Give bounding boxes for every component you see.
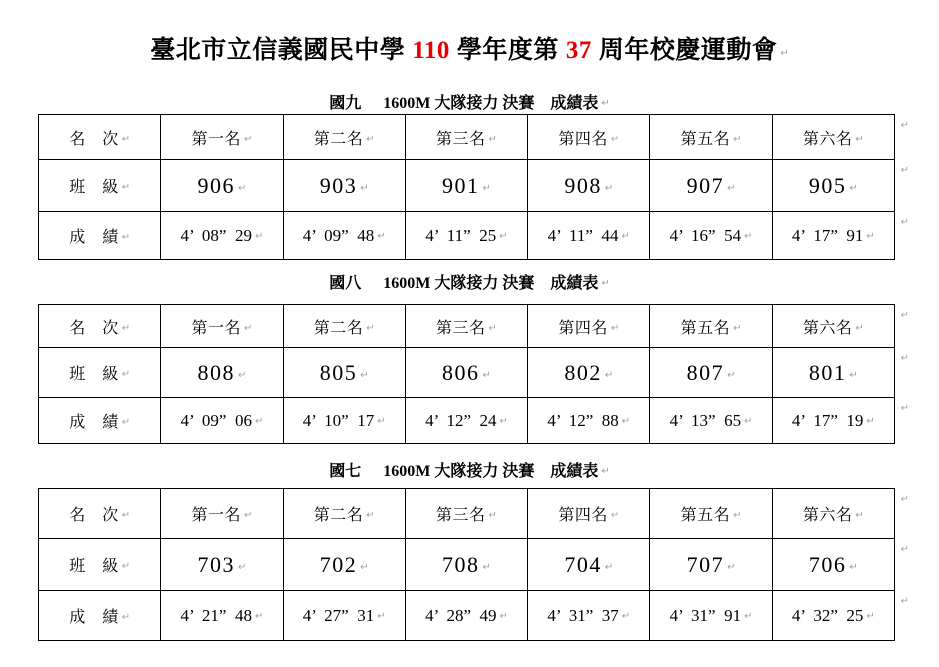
- paragraph-mark-icon: ↵: [727, 369, 736, 381]
- rank-header-cell: [283, 489, 405, 539]
- grade-label: 國七: [329, 463, 362, 480]
- paragraph-mark-icon: ↵: [866, 415, 875, 427]
- cell-text: 808: [197, 359, 235, 385]
- cell-text: 名 次: [69, 319, 119, 337]
- paragraph-mark-icon: ↵: [855, 133, 864, 145]
- cell-text: 第六名: [802, 130, 853, 148]
- event-label: 1600M 大隊接力 決賽 成績表: [383, 95, 599, 112]
- cell-text: 第五名: [680, 319, 731, 337]
- cell-text: 班 級: [69, 179, 119, 196]
- paragraph-mark-icon: ↵: [727, 182, 736, 194]
- grade-label: 國八: [329, 275, 362, 292]
- cell-text: 4’ 28” 49: [425, 605, 497, 625]
- cell-text: 4’ 11” 25: [425, 225, 497, 245]
- rank-header-cell: [528, 305, 650, 348]
- row-end-mark-icon: ↵: [900, 494, 909, 505]
- paragraph-mark-icon: ↵: [377, 415, 386, 427]
- paragraph-mark-icon: ↵: [254, 230, 264, 242]
- section-title-grade9: [0, 90, 939, 113]
- title-text-school: 臺北市立信義國民中學: [150, 37, 406, 64]
- paragraph-mark-icon: ↵: [621, 415, 631, 427]
- cell-text: 第三名: [436, 130, 486, 148]
- row-end-mark-icon: ↵: [900, 544, 909, 555]
- cell-text: 第四名: [558, 319, 608, 337]
- class-number-cell: [650, 160, 772, 212]
- row-end-mark-icon: ↵: [900, 596, 909, 607]
- result-time-cell: [772, 591, 909, 641]
- table-row: [39, 489, 895, 539]
- cell-text: 第二名: [313, 319, 364, 337]
- paragraph-mark-icon: ↵: [499, 230, 508, 242]
- cell-text: 801: [808, 359, 847, 385]
- cell-text: 第二名: [313, 130, 364, 148]
- paragraph-mark-icon: ↵: [601, 98, 610, 109]
- paragraph-mark-icon: ↵: [121, 369, 131, 380]
- rank-header-cell: [161, 115, 283, 160]
- paragraph-mark-icon: ↵: [488, 133, 497, 145]
- cell-text: 4’ 16” 54: [669, 225, 742, 245]
- cell-text: 4’ 32” 25: [791, 605, 864, 625]
- paragraph-mark-icon: ↵: [855, 322, 864, 334]
- column-label-cell: [39, 305, 161, 348]
- paragraph-mark-icon: ↵: [121, 322, 131, 334]
- result-time-cell: [650, 591, 772, 641]
- cell-text: 第六名: [802, 507, 853, 524]
- class-number-cell: [528, 348, 650, 398]
- rank-header-cell: [772, 305, 909, 348]
- paragraph-mark-icon: ↵: [121, 417, 131, 428]
- row-label-cell: [39, 160, 161, 212]
- rank-header-cell: [650, 305, 772, 348]
- paragraph-mark-icon: ↵: [243, 133, 253, 145]
- anniversary-number: 37: [565, 37, 592, 64]
- class-number-cell: [528, 539, 650, 591]
- paragraph-mark-icon: ↵: [621, 230, 630, 242]
- result-time-cell: [772, 398, 909, 444]
- class-number-cell: [161, 160, 283, 212]
- class-number-cell: [772, 348, 909, 398]
- paragraph-mark-icon: ↵: [744, 415, 753, 427]
- paragraph-mark-icon: ↵: [121, 612, 131, 623]
- paragraph-mark-icon: ↵: [610, 322, 620, 334]
- table-row: [39, 115, 895, 160]
- paragraph-mark-icon: ↵: [849, 369, 858, 381]
- paragraph-mark-icon: ↵: [482, 369, 491, 381]
- row-end-mark-icon: ↵: [900, 165, 909, 176]
- paragraph-mark-icon: ↵: [604, 182, 614, 194]
- cell-text: 成 績: [69, 609, 119, 626]
- cell-text: 4’ 27” 31: [302, 605, 375, 625]
- cell-text: 706: [808, 551, 847, 577]
- paragraph-mark-icon: ↵: [866, 230, 875, 242]
- cell-text: 4’ 08” 29: [180, 225, 252, 245]
- event-label: 1600M 大隊接力 決賽 成績表: [383, 275, 599, 292]
- paragraph-mark-icon: ↵: [237, 182, 247, 194]
- paragraph-mark-icon: ↵: [727, 561, 736, 573]
- class-number-cell: [650, 539, 772, 591]
- cell-text: 908: [564, 172, 602, 198]
- cell-text: 第一名: [191, 319, 241, 337]
- paragraph-mark-icon: ↵: [499, 610, 508, 622]
- cell-text: 4’ 31” 91: [669, 605, 742, 625]
- paragraph-mark-icon: ↵: [243, 510, 253, 521]
- paragraph-mark-icon: ↵: [360, 561, 369, 573]
- paragraph-mark-icon: ↵: [621, 610, 631, 622]
- table-row: [39, 398, 895, 444]
- result-time-cell: [161, 591, 283, 641]
- row-end-mark-icon: ↵: [900, 310, 909, 321]
- cell-text: 805: [319, 359, 358, 385]
- cell-text: 702: [319, 551, 358, 577]
- cell-text: 906: [197, 172, 235, 198]
- cell-text: 成 績: [69, 229, 119, 246]
- paragraph-mark-icon: ↵: [744, 230, 753, 242]
- results-table-grade9: [38, 114, 909, 260]
- paragraph-mark-icon: ↵: [366, 510, 375, 521]
- event-label: 1600M 大隊接力 決賽 成績表: [383, 463, 599, 480]
- paragraph-mark-icon: ↵: [377, 610, 386, 622]
- rank-header-cell: [650, 115, 772, 160]
- cell-text: 第四名: [558, 130, 608, 148]
- cell-text: 703: [197, 551, 235, 577]
- class-number-cell: [405, 539, 527, 591]
- table-row: [39, 305, 895, 348]
- paragraph-mark-icon: ↵: [849, 182, 858, 194]
- result-time-cell: [650, 398, 772, 444]
- class-number-cell: [283, 348, 405, 398]
- cell-text: 第六名: [802, 319, 853, 337]
- paragraph-mark-icon: ↵: [604, 561, 614, 573]
- results-table-grade8: [38, 304, 909, 444]
- paragraph-mark-icon: ↵: [121, 182, 131, 193]
- cell-text: 成 績: [69, 414, 119, 431]
- cell-text: 名 次: [69, 130, 119, 148]
- table-row: [39, 160, 895, 212]
- class-number-cell: [650, 348, 772, 398]
- paragraph-mark-icon: ↵: [121, 561, 131, 572]
- result-time-cell: [283, 212, 405, 260]
- paragraph-mark-icon: ↵: [243, 322, 253, 334]
- row-label-cell: [39, 212, 161, 260]
- paragraph-mark-icon: ↵: [499, 415, 508, 427]
- title-text-suffix: 周年校慶運動會: [598, 37, 778, 64]
- paragraph-mark-icon: ↵: [121, 133, 131, 145]
- paragraph-mark-icon: ↵: [366, 133, 375, 145]
- document-title: [0, 30, 939, 66]
- cell-text: 802: [564, 359, 602, 385]
- paragraph-mark-icon: ↵: [780, 48, 789, 59]
- class-number-cell: [772, 160, 909, 212]
- rank-header-cell: [405, 115, 527, 160]
- cell-text: 4’ 09” 48: [302, 225, 375, 245]
- rank-header-cell: [650, 489, 772, 539]
- row-end-mark-icon: ↵: [900, 353, 909, 364]
- cell-text: 名 次: [69, 507, 119, 524]
- paragraph-mark-icon: ↵: [482, 561, 491, 573]
- title-text-mid: 學年度第: [456, 37, 559, 64]
- class-number-cell: [405, 160, 527, 212]
- result-time-cell: [161, 398, 283, 444]
- rank-header-cell: [405, 305, 527, 348]
- class-number-cell: [772, 539, 909, 591]
- cell-text: 第五名: [680, 507, 731, 524]
- paragraph-mark-icon: ↵: [610, 133, 620, 145]
- column-label-cell: [39, 489, 161, 539]
- paragraph-mark-icon: ↵: [601, 278, 610, 289]
- cell-text: 第四名: [558, 507, 608, 524]
- cell-text: 903: [319, 172, 358, 198]
- cell-text: 707: [686, 551, 725, 577]
- result-time-cell: [405, 591, 527, 641]
- cell-text: 4’ 11” 44: [547, 225, 619, 245]
- result-time-cell: [283, 398, 405, 444]
- class-number-cell: [528, 160, 650, 212]
- paragraph-mark-icon: ↵: [610, 510, 620, 521]
- results-table-grade7: [38, 488, 909, 641]
- cell-text: 4’ 10” 17: [302, 410, 375, 430]
- rank-header-cell: [528, 115, 650, 160]
- cell-text: 4’ 31” 37: [547, 605, 619, 625]
- cell-text: 4’ 09” 06: [180, 410, 252, 430]
- row-label-cell: [39, 348, 161, 398]
- result-time-cell: [650, 212, 772, 260]
- paragraph-mark-icon: ↵: [744, 610, 753, 622]
- paragraph-mark-icon: ↵: [849, 561, 858, 573]
- school-year-number: 110: [412, 37, 450, 64]
- result-time-cell: [161, 212, 283, 260]
- result-time-cell: [528, 212, 650, 260]
- row-end-mark-icon: ↵: [900, 403, 909, 414]
- paragraph-mark-icon: ↵: [601, 466, 610, 477]
- cell-text: 907: [686, 172, 725, 198]
- paragraph-mark-icon: ↵: [482, 182, 491, 194]
- paragraph-mark-icon: ↵: [366, 322, 375, 334]
- paragraph-mark-icon: ↵: [733, 133, 742, 145]
- table-row: [39, 212, 895, 260]
- rank-header-cell: [528, 489, 650, 539]
- paragraph-mark-icon: ↵: [855, 510, 864, 521]
- section-title-grade7: [0, 458, 939, 481]
- class-number-cell: [161, 539, 283, 591]
- paragraph-mark-icon: ↵: [121, 510, 131, 521]
- rank-header-cell: [772, 115, 909, 160]
- result-time-cell: [405, 212, 527, 260]
- cell-text: 4’ 13” 65: [669, 410, 742, 430]
- row-label-cell: [39, 398, 161, 444]
- paragraph-mark-icon: ↵: [733, 322, 742, 334]
- paragraph-mark-icon: ↵: [237, 369, 247, 381]
- cell-text: 班 級: [69, 558, 119, 575]
- paragraph-mark-icon: ↵: [733, 510, 742, 521]
- cell-text: 807: [686, 359, 725, 385]
- paragraph-mark-icon: ↵: [604, 369, 614, 381]
- row-end-mark-icon: ↵: [900, 217, 909, 228]
- class-number-cell: [161, 348, 283, 398]
- column-label-cell: [39, 115, 161, 160]
- cell-text: 第三名: [436, 507, 486, 524]
- cell-text: 4’ 17” 91: [791, 225, 864, 245]
- table-row: [39, 539, 895, 591]
- row-label-cell: [39, 591, 161, 641]
- result-time-cell: [283, 591, 405, 641]
- cell-text: 班 級: [69, 366, 119, 383]
- class-number-cell: [283, 539, 405, 591]
- rank-header-cell: [161, 489, 283, 539]
- paragraph-mark-icon: ↵: [121, 232, 131, 243]
- result-time-cell: [772, 212, 909, 260]
- cell-text: 901: [442, 172, 480, 198]
- cell-text: 第三名: [436, 319, 486, 337]
- rank-header-cell: [161, 305, 283, 348]
- grade-label: 國九: [329, 95, 362, 112]
- paragraph-mark-icon: ↵: [866, 610, 875, 622]
- cell-text: 704: [564, 551, 602, 577]
- table-row: [39, 348, 895, 398]
- cell-text: 4’ 17” 19: [791, 410, 864, 430]
- result-time-cell: [528, 591, 650, 641]
- paragraph-mark-icon: ↵: [360, 369, 369, 381]
- rank-header-cell: [283, 305, 405, 348]
- rank-header-cell: [283, 115, 405, 160]
- class-number-cell: [405, 348, 527, 398]
- cell-text: 第二名: [313, 507, 364, 524]
- cell-text: 第五名: [680, 130, 731, 148]
- paragraph-mark-icon: ↵: [377, 230, 386, 242]
- table-row: [39, 591, 895, 641]
- paragraph-mark-icon: ↵: [254, 415, 264, 427]
- rank-header-cell: [405, 489, 527, 539]
- cell-text: 905: [808, 172, 847, 198]
- result-time-cell: [405, 398, 527, 444]
- cell-text: 第一名: [191, 130, 241, 148]
- row-end-mark-icon: ↵: [900, 120, 909, 131]
- paragraph-mark-icon: ↵: [360, 182, 369, 194]
- cell-text: 4’ 12” 88: [547, 410, 619, 430]
- paragraph-mark-icon: ↵: [488, 322, 497, 334]
- paragraph-mark-icon: ↵: [488, 510, 497, 521]
- rank-header-cell: [772, 489, 909, 539]
- cell-text: 第一名: [191, 507, 241, 524]
- result-time-cell: [528, 398, 650, 444]
- class-number-cell: [283, 160, 405, 212]
- section-title-grade8: [0, 270, 939, 293]
- paragraph-mark-icon: ↵: [237, 561, 247, 573]
- cell-text: 806: [442, 359, 480, 385]
- cell-text: 4’ 12” 24: [425, 410, 497, 430]
- cell-text: 4’ 21” 48: [180, 605, 252, 625]
- cell-text: 708: [442, 551, 480, 577]
- paragraph-mark-icon: ↵: [254, 610, 264, 622]
- row-label-cell: [39, 539, 161, 591]
